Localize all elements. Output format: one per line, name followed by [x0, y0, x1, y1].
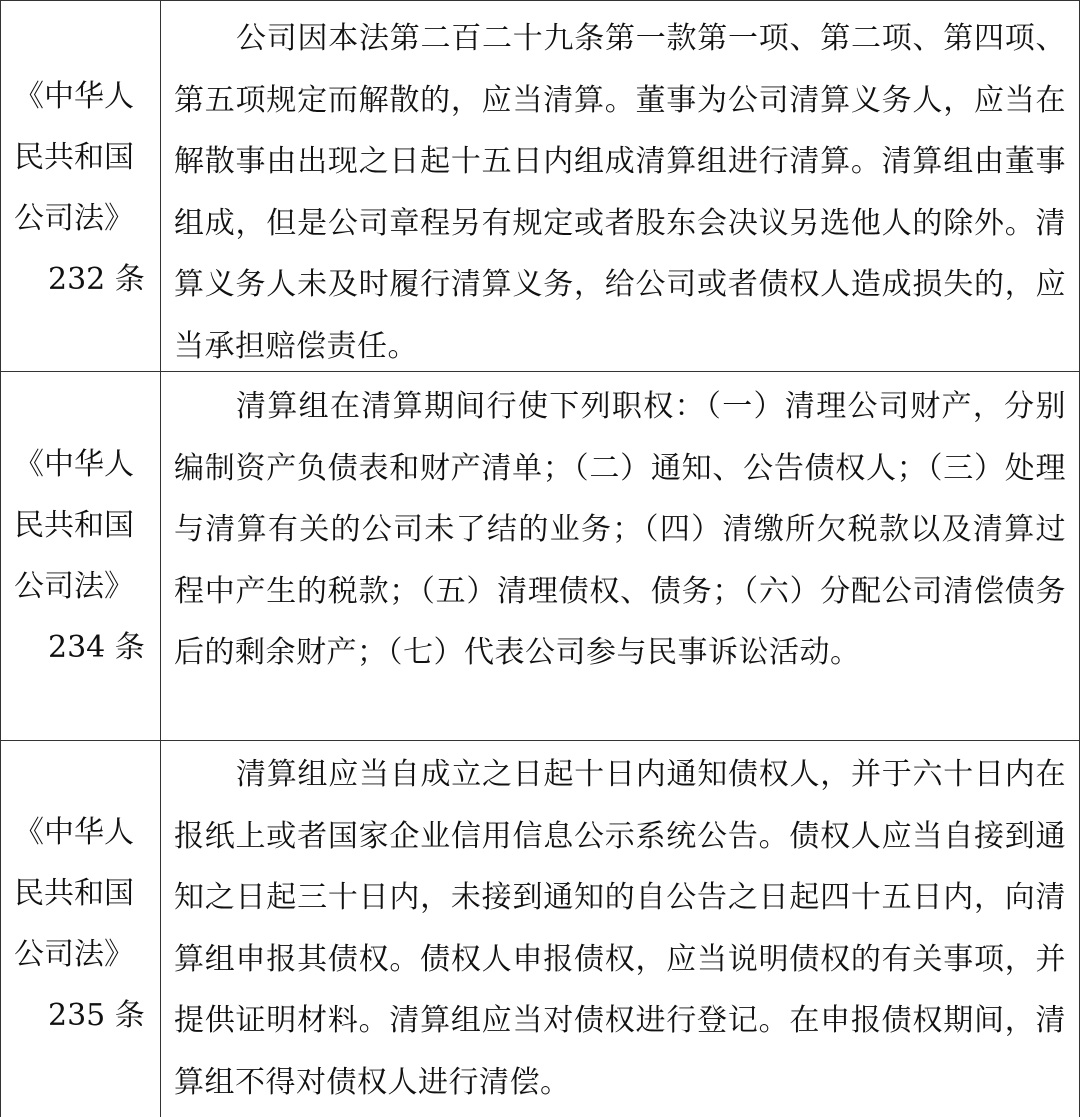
law-reference-cell: [0, 434, 160, 678]
law-name-line: 《中华人: [14, 79, 134, 114]
article-text: 清算组在清算期间行使下列职权：（一）清理公司财产，分别编制资产负债表和财产清单；（二）通知、公告债权人；（三）处理与清算有关的公司未了结的业务；（四）清缴所欠税款以及清算过程中产生的税款；（五）清理债权、债务；（六）分配公司清偿债务后的剩余财产；（七）代表公司参与民事诉讼活动。: [174, 389, 1066, 670]
law-name-line: 公司法》: [14, 569, 134, 604]
row-divider: [0, 740, 1080, 741]
table-border-top: [0, 0, 1080, 1]
law-name-line: 《中华人: [14, 447, 134, 482]
article-text: 公司因本法第二百二十九条第一款第一项、第二项、第四项、第五项规定而解散的，应当清算。董事为公司清算义务人，应当在解散事由出现之日起十五日内组成清算组进行清算。清算组由董事组成，但是公司章程另有规定或者股东会决议另选他人的除外。清算义务人未及时履行清算义务，给公司或者债权人造成损失的，应当承担赔偿责任。: [174, 21, 1066, 364]
law-name-line: 民共和国: [14, 876, 134, 911]
law-name-line: 民共和国: [14, 508, 134, 543]
article-number: 235 条: [48, 998, 145, 1033]
law-reference-cell: [0, 802, 160, 1046]
article-number: 232 条: [48, 262, 145, 297]
law-name-line: 公司法》: [14, 201, 134, 236]
law-name-line: 《中华人: [14, 815, 134, 850]
article-text-cell: [174, 8, 1066, 377]
column-divider: [160, 0, 161, 1117]
article-text-cell: [174, 744, 1066, 1113]
law-name-line: 民共和国: [14, 140, 134, 175]
article-number: 234 条: [48, 630, 145, 665]
article-text-cell: [174, 376, 1066, 684]
law-name-line: 公司法》: [14, 937, 134, 972]
article-text: 清算组应当自成立之日起十日内通知债权人，并于六十日内在报纸上或者国家企业信用信息公示系统公告。债权人应当自接到通知之日起三十日内，未接到通知的自公告之日起四十五日内，向清算组申报其债权。债权人申报债权，应当说明债权的有关事项，并提供证明材料。清算组应当对债权进行登记。在申报债权期间，清算组不得对债权人进行清偿。: [174, 757, 1066, 1100]
law-reference-cell: [0, 66, 160, 310]
